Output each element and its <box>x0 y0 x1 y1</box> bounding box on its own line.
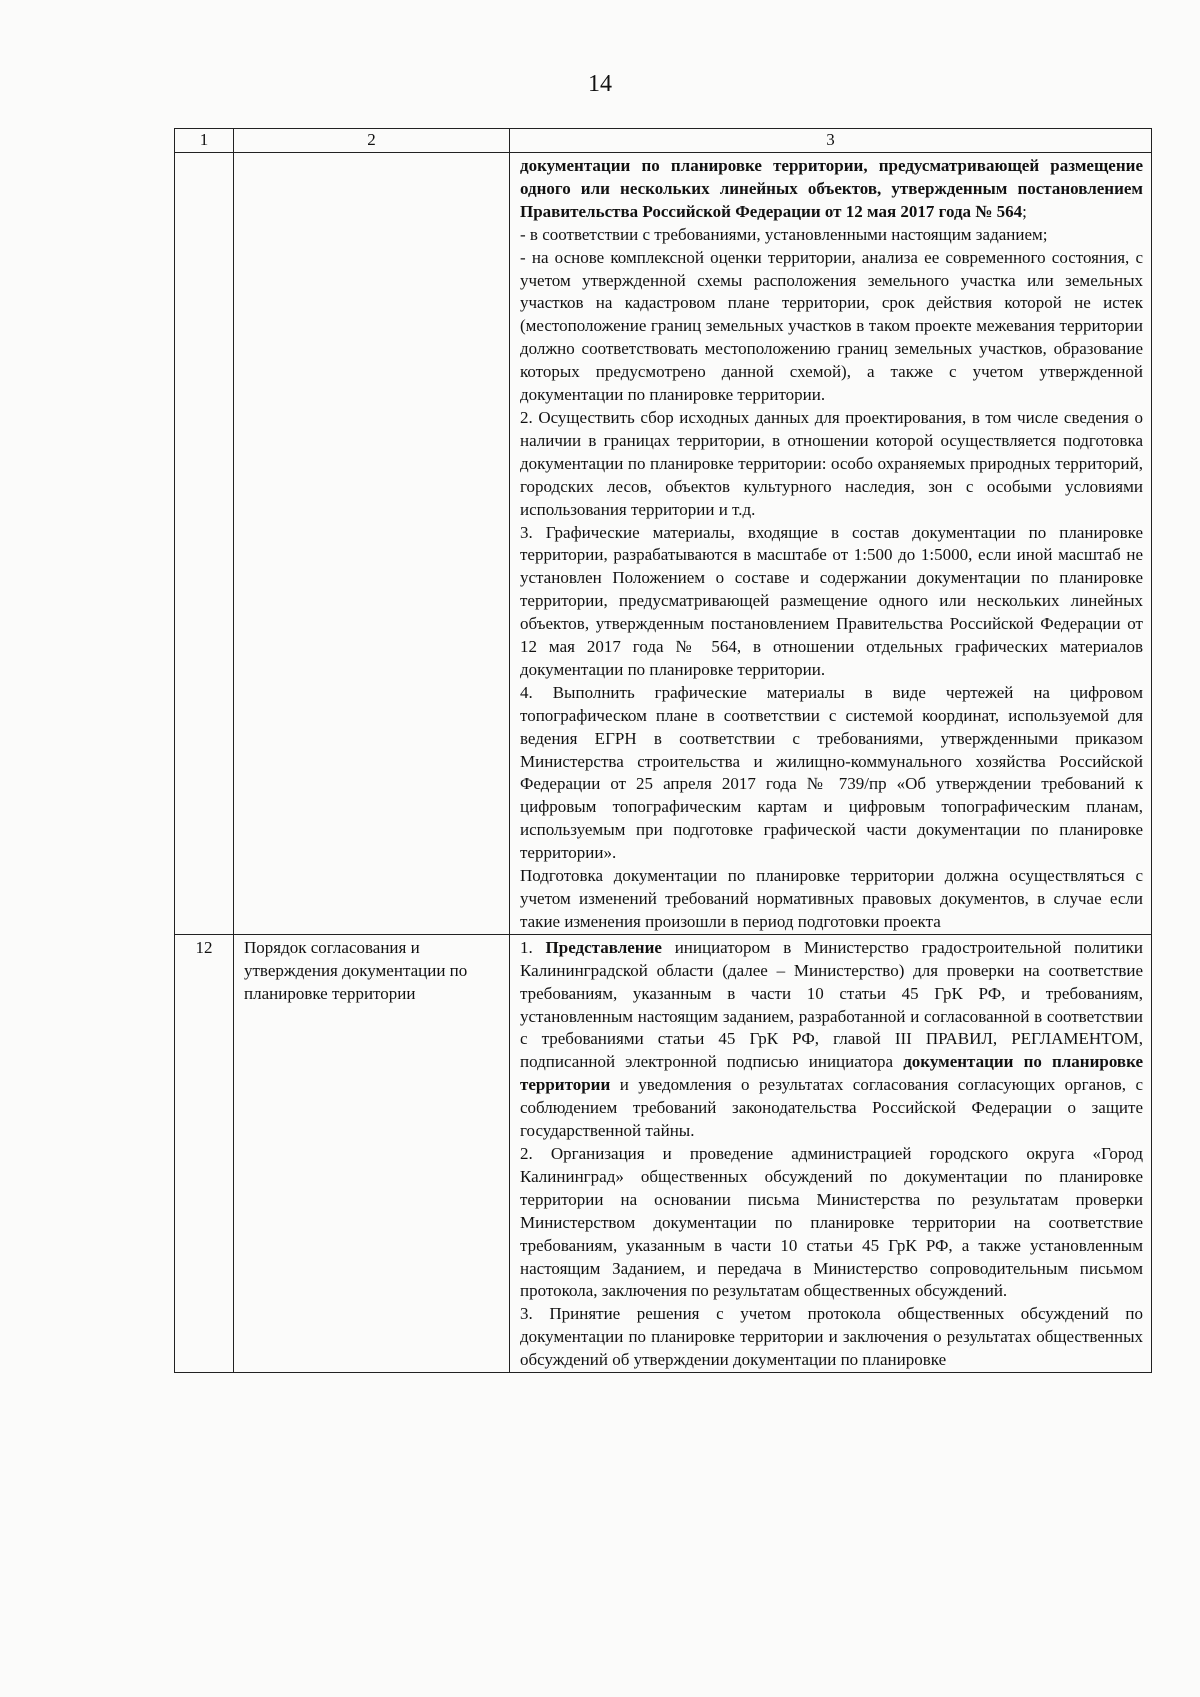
paragraph <box>520 937 1143 1143</box>
row-number-cell: 12 <box>175 934 234 1372</box>
paragraph: 3. Принятие решения с учетом протокола общественных обсуждений по документации по планировке территории и заключения о результатах общественных обсуждений об утверждении документации по планировке <box>520 1304 1143 1370</box>
row-number-cell <box>175 153 234 935</box>
paragraph <box>520 155 1143 224</box>
bold-text: документации по планировке территории <box>520 1052 1144 1095</box>
row-content-cell <box>510 153 1152 935</box>
row-name-cell <box>234 153 510 935</box>
table-header-row <box>175 129 1152 153</box>
paragraph: Подготовка документации по планировке территории должна осуществляться с учетом изменений требований нормативных правовых документов, в случае если такие изменения произошли в период подготовки проекта <box>520 866 1143 931</box>
table-row-12 <box>175 934 1152 1372</box>
column-header-3: 3 <box>510 129 1152 153</box>
row-name-cell: Порядок согласования и утверждения документации по планировке территории <box>234 934 510 1372</box>
bold-text: Представление <box>545 937 662 957</box>
page-number: 14 <box>588 71 612 97</box>
paragraph: 4. Выполнить графические материалы в виде чертежей на цифровом топографическом плане в соответствии с системой координат, используемой для ведения ЕГРН в соответствии с требованиями, утвержденными приказом Министерства строительства и жилищно-коммунального хозяйства Российской Федерации от 25 апреля 2017 года № 739/пр «Об утверждении требований к цифровым топографическим картам и цифровым топографическим планам, используемым при подготовке графической части документации по планировке территории». <box>520 682 1143 863</box>
bold-text: документации по планировке территории, предусматривающей размещение одного или нескольких линейных объектов, утвержденным постановлением Правительства Российской Федерации от 12 мая 2017 года № 564 <box>520 156 1143 221</box>
column-header-1: 1 <box>175 129 234 153</box>
paragraph-text: инициатором в Министерство градостроительной политики Калининградской области (далее – Министерство) для проверки на соответствие требованиям, указанным в части 10 статьи 45 ГрК РФ, и требованиям, установленным настоящим заданием, разработанной и согласованной в соответствии с требованиями статьи 45 ГрК РФ, главой III ПРАВИЛ, РЕГЛАМЕНТОМ, подписанной электронной подписью инициатора <box>520 937 1143 1072</box>
paragraph: 2. Организация и проведение администрацией городского округа «Город Калининград» общественных обсуждений по документации по планировке территории на основании письма Министерства по результатам проверки Министерством документации по планировке территории на соответствие требованиям, указанным в части 10 статьи 45 ГрК РФ, а также установленным настоящим Заданием, и передача в Министерство сопроводительным письмом протокола, заключения по результатам общественных обсуждений. <box>520 1143 1143 1301</box>
paragraph-text: и уведомления о результатах согласования согласующих органов, с соблюдением требований законодательства Российской Федерации о защите государственной тайны. <box>520 1075 1143 1141</box>
paragraph: 3. Графические материалы, входящие в состав документации по планировке территории, разрабатываются в масштабе от 1:500 до 1:5000, если иной масштаб не установлен Положением о составе и содержании документации по планировке территории, предусматривающей размещение одного или нескольких линейных объектов, утвержденным постановлением Правительства Российской Федерации от 12 мая 2017 года № 564, в отношении отдельных графических материалов документации по планировке территории. <box>520 522 1143 679</box>
table-row-continued <box>175 153 1152 935</box>
paragraph: 2. Осуществить сбор исходных данных для проектирования, в том числе сведения о наличии в границах территории, в отношении которой осуществляется подготовка документации по планировке территории: особо охраняемых природных территорий, городских лесов, объектов культурного наследия, зон с особыми условиями использования территории и т.д. <box>520 407 1143 519</box>
requirements-table <box>174 128 1152 1373</box>
paragraph: - в соответствии с требованиями, установленными настоящим заданием; <box>520 224 1048 244</box>
column-header-2: 2 <box>234 129 510 153</box>
row-content-cell <box>510 934 1152 1372</box>
paragraph-text: ; <box>1022 201 1027 221</box>
paragraph-text: 1. <box>520 937 546 957</box>
paragraph: - на основе комплексной оценки территории, анализа ее современного состояния, с учетом утвержденной схемы расположения земельного участка или земельных участков на кадастровом плане территории, срок действия которой не истек (местоположение границ земельных участков в таком проекте межевания территории должно соответствовать местоположению границ земельных участков, образование которых предусмотрено данной схемой), а также с учетом утвержденной документации по планировке территории. <box>520 247 1143 405</box>
